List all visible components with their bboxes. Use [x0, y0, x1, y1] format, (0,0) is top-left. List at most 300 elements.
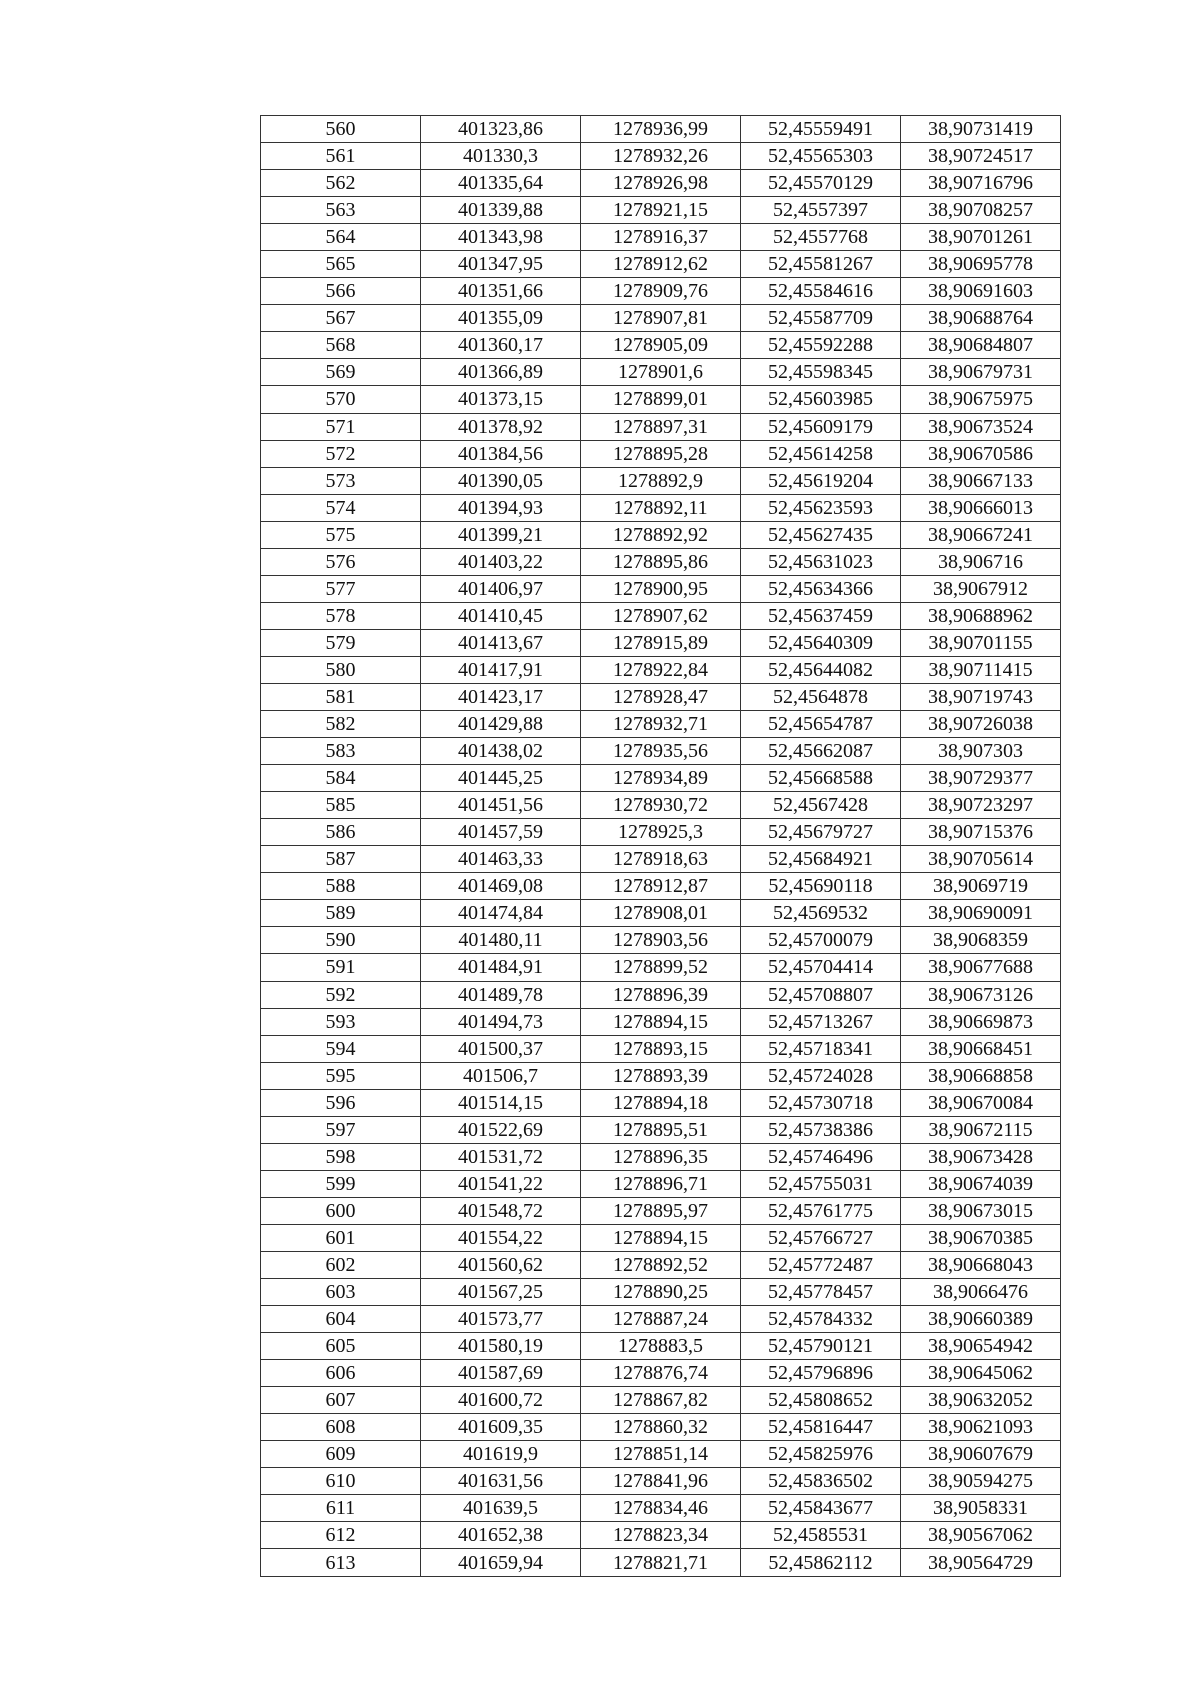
y-coordinate-cell: 1278899,52	[581, 954, 741, 981]
y-coordinate-cell: 1278867,82	[581, 1387, 741, 1414]
point-number-cell: 581	[261, 683, 421, 710]
x-coordinate-cell: 401500,37	[421, 1035, 581, 1062]
point-number-cell: 610	[261, 1468, 421, 1495]
y-coordinate-cell: 1278892,92	[581, 521, 741, 548]
longitude-cell: 38,90688962	[901, 602, 1061, 629]
x-coordinate-cell: 401541,22	[421, 1170, 581, 1197]
latitude-cell: 52,45598345	[741, 359, 901, 386]
table-row	[261, 927, 1061, 954]
table-row	[261, 846, 1061, 873]
longitude-cell: 38,90726038	[901, 711, 1061, 738]
longitude-cell: 38,9066476	[901, 1279, 1061, 1306]
point-number-cell: 597	[261, 1116, 421, 1143]
x-coordinate-cell: 401410,45	[421, 602, 581, 629]
point-number-cell: 591	[261, 954, 421, 981]
point-number-cell: 588	[261, 873, 421, 900]
x-coordinate-cell: 401399,21	[421, 521, 581, 548]
point-number-cell: 584	[261, 765, 421, 792]
latitude-cell: 52,45631023	[741, 548, 901, 575]
longitude-cell: 38,9067912	[901, 575, 1061, 602]
latitude-cell: 52,45565303	[741, 143, 901, 170]
longitude-cell: 38,90670084	[901, 1089, 1061, 1116]
latitude-cell: 52,45700079	[741, 927, 901, 954]
longitude-cell: 38,90621093	[901, 1414, 1061, 1441]
latitude-cell: 52,45634366	[741, 575, 901, 602]
table-row	[261, 116, 1061, 143]
y-coordinate-cell: 1278896,39	[581, 981, 741, 1008]
table-row	[261, 1441, 1061, 1468]
table-row	[261, 954, 1061, 981]
latitude-cell: 52,45679727	[741, 819, 901, 846]
point-number-cell: 607	[261, 1387, 421, 1414]
longitude-cell: 38,90705614	[901, 846, 1061, 873]
y-coordinate-cell: 1278895,51	[581, 1116, 741, 1143]
longitude-cell: 38,90691603	[901, 278, 1061, 305]
longitude-cell: 38,90654942	[901, 1333, 1061, 1360]
table-row	[261, 386, 1061, 413]
table-row	[261, 224, 1061, 251]
latitude-cell: 52,45627435	[741, 521, 901, 548]
x-coordinate-cell: 401573,77	[421, 1306, 581, 1333]
latitude-cell: 52,45570129	[741, 170, 901, 197]
point-number-cell: 598	[261, 1143, 421, 1170]
table-row	[261, 278, 1061, 305]
longitude-cell: 38,9068359	[901, 927, 1061, 954]
longitude-cell: 38,90668043	[901, 1251, 1061, 1278]
longitude-cell: 38,9058331	[901, 1495, 1061, 1522]
longitude-cell: 38,9069719	[901, 873, 1061, 900]
table-row	[261, 170, 1061, 197]
point-number-cell: 601	[261, 1224, 421, 1251]
x-coordinate-cell: 401347,95	[421, 251, 581, 278]
table-row	[261, 1197, 1061, 1224]
longitude-cell: 38,90715376	[901, 819, 1061, 846]
point-number-cell: 564	[261, 224, 421, 251]
y-coordinate-cell: 1278907,62	[581, 602, 741, 629]
y-coordinate-cell: 1278912,62	[581, 251, 741, 278]
point-number-cell: 609	[261, 1441, 421, 1468]
y-coordinate-cell: 1278934,89	[581, 765, 741, 792]
x-coordinate-cell: 401451,56	[421, 792, 581, 819]
x-coordinate-cell: 401484,91	[421, 954, 581, 981]
point-number-cell: 612	[261, 1522, 421, 1549]
longitude-cell: 38,90701261	[901, 224, 1061, 251]
point-number-cell: 599	[261, 1170, 421, 1197]
point-number-cell: 579	[261, 629, 421, 656]
y-coordinate-cell: 1278895,86	[581, 548, 741, 575]
x-coordinate-cell: 401423,17	[421, 683, 581, 710]
x-coordinate-cell: 401619,9	[421, 1441, 581, 1468]
table-row	[261, 1035, 1061, 1062]
longitude-cell: 38,90632052	[901, 1387, 1061, 1414]
point-number-cell: 565	[261, 251, 421, 278]
longitude-cell: 38,90607679	[901, 1441, 1061, 1468]
x-coordinate-cell: 401554,22	[421, 1224, 581, 1251]
longitude-cell: 38,90690091	[901, 900, 1061, 927]
table-row	[261, 332, 1061, 359]
latitude-cell: 52,45644082	[741, 656, 901, 683]
y-coordinate-cell: 1278894,18	[581, 1089, 741, 1116]
x-coordinate-cell: 401378,92	[421, 413, 581, 440]
table-row	[261, 1279, 1061, 1306]
point-number-cell: 586	[261, 819, 421, 846]
longitude-cell: 38,90594275	[901, 1468, 1061, 1495]
x-coordinate-cell: 401384,56	[421, 440, 581, 467]
table-row	[261, 1360, 1061, 1387]
longitude-cell: 38,90660389	[901, 1306, 1061, 1333]
table-row	[261, 251, 1061, 278]
table-row	[261, 629, 1061, 656]
y-coordinate-cell: 1278896,35	[581, 1143, 741, 1170]
coordinates-table	[260, 115, 1061, 1577]
longitude-cell: 38,90684807	[901, 332, 1061, 359]
longitude-cell: 38,90669873	[901, 1008, 1061, 1035]
x-coordinate-cell: 401489,78	[421, 981, 581, 1008]
y-coordinate-cell: 1278823,34	[581, 1522, 741, 1549]
longitude-cell: 38,90701155	[901, 629, 1061, 656]
x-coordinate-cell: 401600,72	[421, 1387, 581, 1414]
latitude-cell: 52,45603985	[741, 386, 901, 413]
x-coordinate-cell: 401445,25	[421, 765, 581, 792]
y-coordinate-cell: 1278935,56	[581, 738, 741, 765]
x-coordinate-cell: 401457,59	[421, 819, 581, 846]
x-coordinate-cell: 401531,72	[421, 1143, 581, 1170]
point-number-cell: 571	[261, 413, 421, 440]
table-row	[261, 359, 1061, 386]
longitude-cell: 38,90688764	[901, 305, 1061, 332]
x-coordinate-cell: 401474,84	[421, 900, 581, 927]
x-coordinate-cell: 401394,93	[421, 494, 581, 521]
y-coordinate-cell: 1278887,24	[581, 1306, 741, 1333]
y-coordinate-cell: 1278905,09	[581, 332, 741, 359]
latitude-cell: 52,45559491	[741, 116, 901, 143]
latitude-cell: 52,45581267	[741, 251, 901, 278]
x-coordinate-cell: 401339,88	[421, 197, 581, 224]
longitude-cell: 38,90731419	[901, 116, 1061, 143]
x-coordinate-cell: 401351,66	[421, 278, 581, 305]
y-coordinate-cell: 1278922,84	[581, 656, 741, 683]
point-number-cell: 562	[261, 170, 421, 197]
latitude-cell: 52,45755031	[741, 1170, 901, 1197]
point-number-cell: 590	[261, 927, 421, 954]
latitude-cell: 52,45778457	[741, 1279, 901, 1306]
latitude-cell: 52,45623593	[741, 494, 901, 521]
y-coordinate-cell: 1278909,76	[581, 278, 741, 305]
table-row	[261, 900, 1061, 927]
y-coordinate-cell: 1278876,74	[581, 1360, 741, 1387]
table-row	[261, 1333, 1061, 1360]
table-row	[261, 1414, 1061, 1441]
longitude-cell: 38,90723297	[901, 792, 1061, 819]
y-coordinate-cell: 1278936,99	[581, 116, 741, 143]
point-number-cell: 570	[261, 386, 421, 413]
latitude-cell: 52,45592288	[741, 332, 901, 359]
table-row	[261, 819, 1061, 846]
table-row	[261, 1251, 1061, 1278]
point-number-cell: 580	[261, 656, 421, 683]
latitude-cell: 52,45836502	[741, 1468, 901, 1495]
point-number-cell: 592	[261, 981, 421, 1008]
x-coordinate-cell: 401580,19	[421, 1333, 581, 1360]
x-coordinate-cell: 401639,5	[421, 1495, 581, 1522]
point-number-cell: 569	[261, 359, 421, 386]
y-coordinate-cell: 1278851,14	[581, 1441, 741, 1468]
y-coordinate-cell: 1278841,96	[581, 1468, 741, 1495]
longitude-cell: 38,90673428	[901, 1143, 1061, 1170]
latitude-cell: 52,45619204	[741, 467, 901, 494]
table-row	[261, 683, 1061, 710]
point-number-cell: 587	[261, 846, 421, 873]
latitude-cell: 52,45808652	[741, 1387, 901, 1414]
point-number-cell: 560	[261, 116, 421, 143]
point-number-cell: 577	[261, 575, 421, 602]
longitude-cell: 38,90673015	[901, 1197, 1061, 1224]
point-number-cell: 608	[261, 1414, 421, 1441]
x-coordinate-cell: 401330,3	[421, 143, 581, 170]
x-coordinate-cell: 401560,62	[421, 1251, 581, 1278]
longitude-cell: 38,90564729	[901, 1549, 1061, 1576]
longitude-cell: 38,90711415	[901, 656, 1061, 683]
y-coordinate-cell: 1278896,71	[581, 1170, 741, 1197]
longitude-cell: 38,90677688	[901, 954, 1061, 981]
y-coordinate-cell: 1278821,71	[581, 1549, 741, 1576]
longitude-cell: 38,90673126	[901, 981, 1061, 1008]
latitude-cell: 52,45668588	[741, 765, 901, 792]
point-number-cell: 593	[261, 1008, 421, 1035]
point-number-cell: 589	[261, 900, 421, 927]
point-number-cell: 606	[261, 1360, 421, 1387]
latitude-cell: 52,45761775	[741, 1197, 901, 1224]
latitude-cell: 52,45708807	[741, 981, 901, 1008]
point-number-cell: 613	[261, 1549, 421, 1576]
latitude-cell: 52,45690118	[741, 873, 901, 900]
latitude-cell: 52,45816447	[741, 1414, 901, 1441]
point-number-cell: 585	[261, 792, 421, 819]
latitude-cell: 52,45662087	[741, 738, 901, 765]
y-coordinate-cell: 1278916,37	[581, 224, 741, 251]
x-coordinate-cell: 401522,69	[421, 1116, 581, 1143]
table-row	[261, 1224, 1061, 1251]
table-row	[261, 1522, 1061, 1549]
table-row	[261, 548, 1061, 575]
latitude-cell: 52,45614258	[741, 440, 901, 467]
x-coordinate-cell: 401514,15	[421, 1089, 581, 1116]
longitude-cell: 38,90666013	[901, 494, 1061, 521]
x-coordinate-cell: 401438,02	[421, 738, 581, 765]
y-coordinate-cell: 1278901,6	[581, 359, 741, 386]
point-number-cell: 596	[261, 1089, 421, 1116]
point-number-cell: 594	[261, 1035, 421, 1062]
y-coordinate-cell: 1278899,01	[581, 386, 741, 413]
point-number-cell: 567	[261, 305, 421, 332]
point-number-cell: 574	[261, 494, 421, 521]
longitude-cell: 38,90675975	[901, 386, 1061, 413]
table-row	[261, 305, 1061, 332]
table-row	[261, 656, 1061, 683]
x-coordinate-cell: 401390,05	[421, 467, 581, 494]
latitude-cell: 52,45587709	[741, 305, 901, 332]
latitude-cell: 52,45637459	[741, 602, 901, 629]
table-row	[261, 792, 1061, 819]
latitude-cell: 52,45784332	[741, 1306, 901, 1333]
latitude-cell: 52,4569532	[741, 900, 901, 927]
x-coordinate-cell: 401373,15	[421, 386, 581, 413]
latitude-cell: 52,45862112	[741, 1549, 901, 1576]
x-coordinate-cell: 401494,73	[421, 1008, 581, 1035]
point-number-cell: 573	[261, 467, 421, 494]
y-coordinate-cell: 1278907,81	[581, 305, 741, 332]
latitude-cell: 52,45724028	[741, 1062, 901, 1089]
y-coordinate-cell: 1278926,98	[581, 170, 741, 197]
table-row	[261, 873, 1061, 900]
longitude-cell: 38,90695778	[901, 251, 1061, 278]
y-coordinate-cell: 1278900,95	[581, 575, 741, 602]
x-coordinate-cell: 401659,94	[421, 1549, 581, 1576]
point-number-cell: 566	[261, 278, 421, 305]
y-coordinate-cell: 1278918,63	[581, 846, 741, 873]
point-number-cell: 582	[261, 711, 421, 738]
longitude-cell: 38,90667133	[901, 467, 1061, 494]
latitude-cell: 52,45738386	[741, 1116, 901, 1143]
y-coordinate-cell: 1278912,87	[581, 873, 741, 900]
table-row	[261, 765, 1061, 792]
latitude-cell: 52,45640309	[741, 629, 901, 656]
point-number-cell: 605	[261, 1333, 421, 1360]
longitude-cell: 38,907303	[901, 738, 1061, 765]
longitude-cell: 38,90668858	[901, 1062, 1061, 1089]
longitude-cell: 38,90719743	[901, 683, 1061, 710]
table-row	[261, 143, 1061, 170]
y-coordinate-cell: 1278894,15	[581, 1008, 741, 1035]
latitude-cell: 52,4557397	[741, 197, 901, 224]
latitude-cell: 52,45790121	[741, 1333, 901, 1360]
y-coordinate-cell: 1278892,9	[581, 467, 741, 494]
x-coordinate-cell: 401403,22	[421, 548, 581, 575]
latitude-cell: 52,45584616	[741, 278, 901, 305]
longitude-cell: 38,90729377	[901, 765, 1061, 792]
y-coordinate-cell: 1278915,89	[581, 629, 741, 656]
table-row	[261, 1306, 1061, 1333]
longitude-cell: 38,90716796	[901, 170, 1061, 197]
point-number-cell: 595	[261, 1062, 421, 1089]
y-coordinate-cell: 1278903,56	[581, 927, 741, 954]
y-coordinate-cell: 1278928,47	[581, 683, 741, 710]
y-coordinate-cell: 1278921,15	[581, 197, 741, 224]
longitude-cell: 38,90679731	[901, 359, 1061, 386]
point-number-cell: 604	[261, 1306, 421, 1333]
x-coordinate-cell: 401417,91	[421, 656, 581, 683]
x-coordinate-cell: 401506,7	[421, 1062, 581, 1089]
x-coordinate-cell: 401360,17	[421, 332, 581, 359]
point-number-cell: 603	[261, 1279, 421, 1306]
longitude-cell: 38,90670385	[901, 1224, 1061, 1251]
y-coordinate-cell: 1278894,15	[581, 1224, 741, 1251]
y-coordinate-cell: 1278883,5	[581, 1333, 741, 1360]
longitude-cell: 38,90724517	[901, 143, 1061, 170]
y-coordinate-cell: 1278897,31	[581, 413, 741, 440]
table-row	[261, 1008, 1061, 1035]
longitude-cell: 38,90708257	[901, 197, 1061, 224]
longitude-cell: 38,90674039	[901, 1170, 1061, 1197]
table-row	[261, 575, 1061, 602]
table-row	[261, 467, 1061, 494]
table-row	[261, 440, 1061, 467]
point-number-cell: 602	[261, 1251, 421, 1278]
table-row	[261, 1116, 1061, 1143]
point-number-cell: 578	[261, 602, 421, 629]
point-number-cell: 600	[261, 1197, 421, 1224]
table-row	[261, 981, 1061, 1008]
y-coordinate-cell: 1278895,28	[581, 440, 741, 467]
latitude-cell: 52,45772487	[741, 1251, 901, 1278]
y-coordinate-cell: 1278893,39	[581, 1062, 741, 1089]
latitude-cell: 52,45704414	[741, 954, 901, 981]
latitude-cell: 52,4567428	[741, 792, 901, 819]
point-number-cell: 568	[261, 332, 421, 359]
y-coordinate-cell: 1278892,11	[581, 494, 741, 521]
y-coordinate-cell: 1278908,01	[581, 900, 741, 927]
table-row	[261, 197, 1061, 224]
latitude-cell: 52,4557768	[741, 224, 901, 251]
longitude-cell: 38,90670586	[901, 440, 1061, 467]
x-coordinate-cell: 401413,67	[421, 629, 581, 656]
point-number-cell: 576	[261, 548, 421, 575]
x-coordinate-cell: 401355,09	[421, 305, 581, 332]
table-row	[261, 1062, 1061, 1089]
longitude-cell: 38,90668451	[901, 1035, 1061, 1062]
latitude-cell: 52,4564878	[741, 683, 901, 710]
table-row	[261, 1089, 1061, 1116]
latitude-cell: 52,4585531	[741, 1522, 901, 1549]
x-coordinate-cell: 401548,72	[421, 1197, 581, 1224]
x-coordinate-cell: 401609,35	[421, 1414, 581, 1441]
latitude-cell: 52,45730718	[741, 1089, 901, 1116]
longitude-cell: 38,906716	[901, 548, 1061, 575]
point-number-cell: 583	[261, 738, 421, 765]
latitude-cell: 52,45766727	[741, 1224, 901, 1251]
latitude-cell: 52,45684921	[741, 846, 901, 873]
y-coordinate-cell: 1278892,52	[581, 1251, 741, 1278]
x-coordinate-cell: 401587,69	[421, 1360, 581, 1387]
x-coordinate-cell: 401406,97	[421, 575, 581, 602]
x-coordinate-cell: 401469,08	[421, 873, 581, 900]
point-number-cell: 575	[261, 521, 421, 548]
table-row	[261, 738, 1061, 765]
y-coordinate-cell: 1278930,72	[581, 792, 741, 819]
longitude-cell: 38,90645062	[901, 1360, 1061, 1387]
x-coordinate-cell: 401463,33	[421, 846, 581, 873]
latitude-cell: 52,45825976	[741, 1441, 901, 1468]
table-row	[261, 494, 1061, 521]
table-row	[261, 602, 1061, 629]
coordinates-table-body	[261, 116, 1061, 1577]
latitude-cell: 52,45718341	[741, 1035, 901, 1062]
x-coordinate-cell: 401366,89	[421, 359, 581, 386]
y-coordinate-cell: 1278860,32	[581, 1414, 741, 1441]
table-row	[261, 1387, 1061, 1414]
latitude-cell: 52,45609179	[741, 413, 901, 440]
y-coordinate-cell: 1278932,71	[581, 711, 741, 738]
x-coordinate-cell: 401567,25	[421, 1279, 581, 1306]
x-coordinate-cell: 401335,64	[421, 170, 581, 197]
latitude-cell: 52,45843677	[741, 1495, 901, 1522]
y-coordinate-cell: 1278895,97	[581, 1197, 741, 1224]
latitude-cell: 52,45713267	[741, 1008, 901, 1035]
table-row	[261, 1143, 1061, 1170]
x-coordinate-cell: 401652,38	[421, 1522, 581, 1549]
x-coordinate-cell: 401323,86	[421, 116, 581, 143]
table-row	[261, 1170, 1061, 1197]
